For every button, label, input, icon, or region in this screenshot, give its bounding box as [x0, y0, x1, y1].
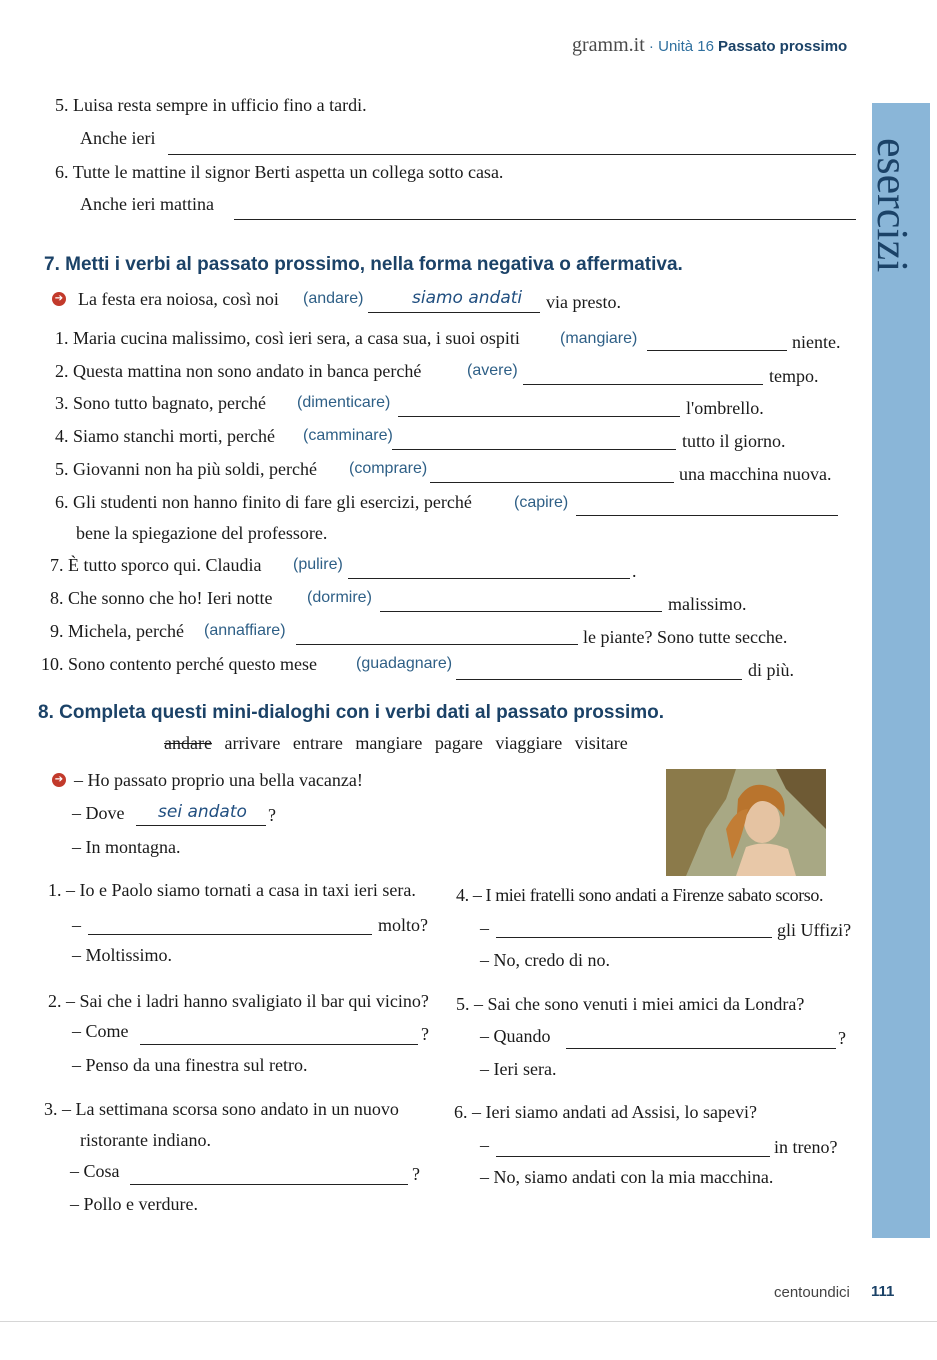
dialogue-1-dash: –: [72, 915, 81, 935]
answer-line[interactable]: [88, 934, 372, 935]
word-bank-item: entrare: [292, 733, 343, 753]
ex7-item-after: di più.: [748, 660, 795, 680]
ex8-example-line1: – Ho passato proprio una bella vacanza!: [74, 770, 363, 790]
dialogue-5-line1: 5. – Sai che sono venuti i miei amici da Londra?: [456, 994, 805, 1014]
dialogue-3-line1: 3. – La settimana scorsa sono andato in un nuovo: [44, 1099, 399, 1119]
ex7-item-verb: (capire): [514, 494, 569, 511]
answer-line[interactable]: [523, 384, 763, 385]
dialogue-5-prompt: – Quando: [480, 1026, 551, 1046]
ex8-example-line3: – In montagna.: [72, 837, 181, 857]
ex7-item-verb: (dormire): [307, 589, 372, 606]
ex7-example-before: La festa era noiosa, così noi: [78, 289, 279, 309]
ex7-item-after: bene la spiegazione del professore.: [76, 523, 328, 543]
dialogue-4-line1: 4. – I miei fratelli sono andati a Firenze sabato scorso.: [456, 885, 824, 905]
ex7-item-verb: (dimenticare): [297, 394, 391, 411]
question-mark: ?: [268, 805, 276, 825]
ex6-item-5-prompt: Anche ieri: [80, 128, 156, 148]
ex7-item: 6. Gli studenti non hanno finito di fare gli esercizi, perché: [55, 492, 472, 512]
ex7-item-verb: (guadagnare): [356, 655, 453, 672]
answer-line[interactable]: [566, 1048, 836, 1049]
answer-line[interactable]: [430, 482, 674, 483]
word-bank-item: mangiare: [355, 733, 423, 753]
ex7-item-after: niente.: [792, 332, 841, 352]
answer-line[interactable]: [130, 1184, 408, 1185]
ex7-item: 5. Giovanni non ha più soldi, perché: [55, 459, 317, 479]
ex7-item-verb: (annaffiare): [204, 622, 286, 639]
word-bank-item: pagare: [434, 733, 483, 753]
word-bank-item: viaggiare: [495, 733, 563, 753]
dialogue-3-prompt: – Cosa: [70, 1161, 120, 1181]
sidebar-label-text: esercizi: [868, 138, 917, 273]
ex7-item: 1. Maria cucina malissimo, così ieri sera, a casa sua, i suoi ospiti: [55, 328, 520, 348]
answer-line[interactable]: [392, 449, 676, 450]
dialogue-6-line3: – No, siamo andati con la mia macchina.: [480, 1167, 774, 1187]
ex7-item-verb: (comprare): [349, 460, 428, 477]
dialogue-2-line3: – Penso da una finestra sul retro.: [72, 1055, 308, 1075]
word-bank: [164, 733, 628, 754]
answer-line[interactable]: [234, 219, 856, 220]
answer-line[interactable]: [348, 578, 630, 579]
dialogue-1-line3: – Moltissimo.: [72, 945, 173, 965]
dialogue-2-line1: 2. – Sai che i ladri hanno svaligiato il bar qui vicino?: [48, 991, 429, 1011]
ex7-item-after: una macchina nuova.: [679, 464, 832, 484]
ex7-item-verb: (avere): [467, 362, 518, 379]
ex7-example-answer: siamo andati: [412, 288, 523, 308]
answer-line[interactable]: [168, 154, 856, 155]
ex6-item-6: 6. Tutte le mattine il signor Berti aspetta un collega sotto casa.: [55, 162, 504, 182]
arrow-right-icon: ➔: [52, 773, 66, 787]
ex6-item-5: 5. Luisa resta sempre in ufficio fino a tardi.: [55, 95, 367, 115]
ex7-example-verb: (andare): [303, 290, 364, 307]
ex7-item-verb: (camminare): [303, 427, 393, 444]
ex8-example-line2: – Dove: [72, 803, 125, 823]
unit-label: Unità 16: [658, 38, 714, 55]
ex6-item-6-prompt: Anche ieri mattina: [80, 194, 214, 214]
ex7-item-after: tempo.: [769, 366, 819, 386]
ex8-example-answer: sei andato: [158, 802, 247, 822]
ex7-item: 7. È tutto sporco qui. Claudia: [50, 555, 262, 575]
dialogue-5-line3: – Ieri sera.: [480, 1059, 557, 1079]
dialogue-3-line1b: ristorante indiano.: [80, 1130, 211, 1150]
ex7-item: 4. Siamo stanchi morti, perché: [55, 426, 275, 446]
ex7-item: 8. Che sonno che ho! Ieri notte: [50, 588, 273, 608]
ex7-item-after: l'ombrello.: [686, 398, 764, 418]
answer-line[interactable]: [647, 350, 787, 351]
dialogue-4-dash: –: [480, 918, 489, 938]
page-header: [572, 34, 847, 57]
dialogue-3-line3: – Pollo e verdure.: [70, 1194, 198, 1214]
answer-line: [136, 825, 266, 826]
dialogue-6-dash: –: [480, 1135, 489, 1155]
exercise-8-title: 8. Completa questi mini-dialoghi con i verbi dati al passato prossimo.: [38, 702, 665, 723]
dialogue-1-line1: 1. – Io e Paolo siamo tornati a casa in taxi ieri sera.: [48, 880, 416, 900]
word-bank-item: andare: [164, 733, 212, 753]
ex7-item: 10. Sono contento perché questo mese: [41, 654, 317, 674]
ex7-item-verb: (mangiare): [560, 330, 638, 347]
arrow-right-icon: ➔: [52, 292, 66, 306]
answer-line[interactable]: [296, 644, 578, 645]
answer-line[interactable]: [496, 1156, 770, 1157]
ex7-item-after: malissimo.: [668, 594, 747, 614]
ex7-example-after: via presto.: [546, 292, 621, 312]
header-separator: ·: [644, 38, 659, 55]
dialogue-2-prompt: – Come: [72, 1021, 129, 1041]
ex7-item-after: .: [632, 561, 637, 581]
exercise-7-title: 7. Metti i verbi al passato prossimo, nella forma negativa o affermativa.: [44, 254, 683, 275]
dialogue-6-line1: 6. – Ieri siamo andati ad Assisi, lo sapevi?: [454, 1102, 757, 1122]
dialogue-1-after: molto?: [378, 915, 428, 935]
page-edge: [0, 1321, 937, 1322]
ex7-item: 3. Sono tutto bagnato, perché: [55, 393, 266, 413]
ex7-item-after: le piante? Sono tutte secche.: [583, 627, 788, 647]
answer-line: [368, 312, 540, 313]
dialogue-4-line3: – No, credo di no.: [480, 950, 610, 970]
dialogue-4-after: gli Uffizi?: [777, 920, 852, 940]
answer-line[interactable]: [456, 679, 742, 680]
word-bank-item: visitare: [574, 733, 628, 753]
sidebar-label: [868, 132, 928, 332]
answer-line[interactable]: [496, 937, 772, 938]
answer-line[interactable]: [398, 416, 680, 417]
answer-line[interactable]: [576, 515, 838, 516]
dialogue-6-after: in treno?: [774, 1137, 838, 1157]
page-number-word: centoundici: [774, 1284, 850, 1301]
question-mark: ?: [421, 1024, 429, 1044]
venus-painting-image: [666, 769, 826, 876]
question-mark: ?: [838, 1028, 846, 1048]
answer-line[interactable]: [140, 1044, 418, 1045]
ex7-item: 9. Michela, perché: [50, 621, 184, 641]
question-mark: ?: [412, 1164, 420, 1184]
answer-line[interactable]: [380, 611, 662, 612]
page-number: 111: [871, 1283, 895, 1300]
venus-illustration: [666, 769, 826, 876]
ex7-item-verb: (pulire): [293, 556, 343, 573]
topic-label: Passato prossimo: [717, 38, 848, 55]
word-bank-item: arrivare: [224, 733, 281, 753]
ex7-item: 2. Questa mattina non sono andato in banca perché: [55, 361, 422, 381]
ex7-item-after: tutto il giorno.: [682, 431, 786, 451]
brand-name: gramm.it: [572, 34, 645, 56]
